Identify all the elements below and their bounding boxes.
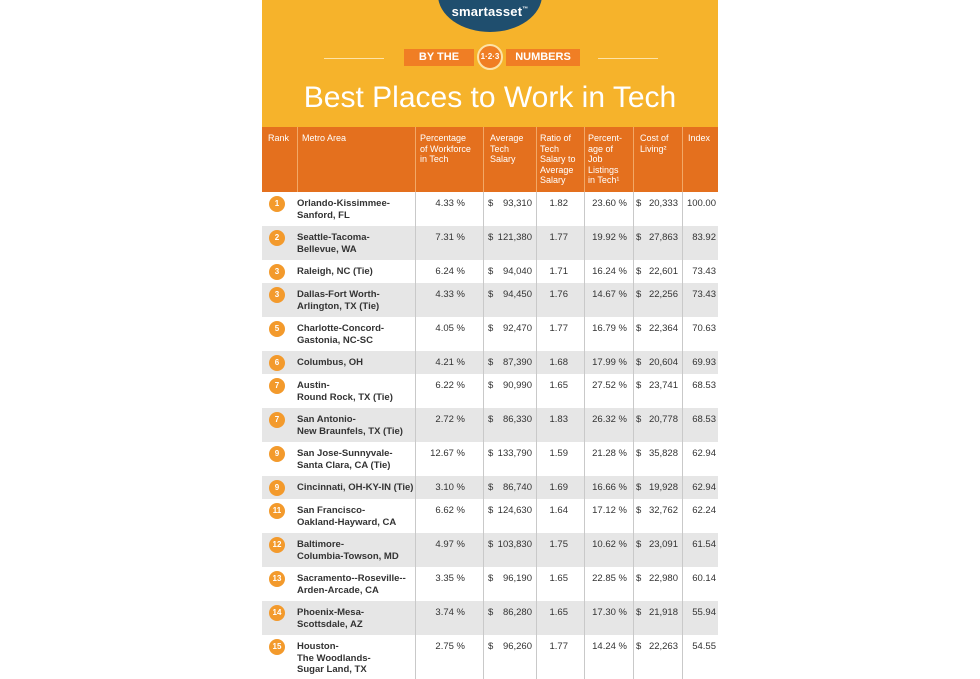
avg-salary: 133,790: [497, 448, 532, 459]
column-separator: [483, 192, 484, 679]
avg-salary: 93,310: [502, 198, 532, 209]
ratio: 1.68: [549, 357, 568, 368]
header-avg-salary: Average Tech Salary: [490, 133, 524, 164]
table-row: [262, 351, 718, 374]
index: 68.53: [692, 380, 716, 391]
metro-area: Columbus, OH: [297, 357, 363, 368]
metro-area: Raleigh, NC (Tie): [297, 266, 373, 277]
index: 54.55: [692, 641, 716, 652]
col-dollar-sign: $: [636, 448, 642, 459]
rank-badge: 13: [269, 571, 285, 587]
header-separator: [483, 127, 484, 192]
metro-area: Cincinnati, OH-KY-IN (Tie): [297, 482, 414, 493]
metro-area: Houston- The Woodlands- Sugar Land, TX: [297, 641, 371, 675]
pct-listings: 14.24 %: [592, 641, 627, 652]
avg-salary: 96,190: [502, 573, 532, 584]
avg-salary: 92,470: [502, 323, 532, 334]
salary-dollar-sign: $: [488, 232, 494, 243]
header-pct-listings: Percent- age of Job Listings in Tech¹: [588, 133, 623, 185]
ratio: 1.65: [549, 573, 568, 584]
pct-workforce: 3.35 %: [435, 573, 465, 584]
pct-workforce: 2.72 %: [435, 414, 465, 425]
banner-line-left: [324, 58, 384, 59]
pct-workforce: 6.24 %: [435, 266, 465, 277]
index: 73.43: [692, 289, 716, 300]
index: 55.94: [692, 607, 716, 618]
col-dollar-sign: $: [636, 482, 642, 493]
pct-listings: 14.67 %: [592, 289, 627, 300]
salary-dollar-sign: $: [488, 357, 494, 368]
col-dollar-sign: $: [636, 232, 642, 243]
table-row: [262, 601, 718, 635]
table-row: [262, 533, 718, 567]
cost-of-living: 32,762: [648, 505, 678, 516]
col-dollar-sign: $: [636, 198, 642, 209]
ratio: 1.64: [549, 505, 568, 516]
rank-badge: 3: [269, 264, 285, 280]
pct-listings: 27.52 %: [592, 380, 627, 391]
table-header: [262, 127, 718, 192]
pct-listings: 10.62 %: [592, 539, 627, 550]
table-row: [262, 476, 718, 499]
header-pct-workforce: Percentage of Workforce in Tech: [420, 133, 471, 164]
ratio: 1.77: [549, 232, 568, 243]
avg-salary: 121,380: [497, 232, 532, 243]
ratio: 1.77: [549, 641, 568, 652]
cost-of-living: 27,863: [648, 232, 678, 243]
pct-listings: 17.99 %: [592, 357, 627, 368]
rank-badge: 14: [269, 605, 285, 621]
rank-badge: 12: [269, 537, 285, 553]
salary-dollar-sign: $: [488, 266, 494, 277]
header-separator: [536, 127, 537, 192]
cost-of-living: 22,256: [648, 289, 678, 300]
banner-line-right: [598, 58, 658, 59]
pct-listings: 16.24 %: [592, 266, 627, 277]
rank-badge: 9: [269, 446, 285, 462]
cost-of-living: 23,091: [648, 539, 678, 550]
logo-text: smartasset: [451, 4, 523, 19]
index: 62.24: [692, 505, 716, 516]
metro-area: Austin- Round Rock, TX (Tie): [297, 380, 393, 403]
ratio: 1.82: [549, 198, 568, 209]
rank-badge: 15: [269, 639, 285, 655]
infographic-panel: [262, 0, 718, 679]
metro-area: Seattle-Tacoma- Bellevue, WA: [297, 232, 370, 255]
banner-right-label: NUMBERS: [506, 49, 580, 66]
metro-area: Charlotte-Concord- Gastonia, NC-SC: [297, 323, 385, 346]
col-dollar-sign: $: [636, 289, 642, 300]
col-dollar-sign: $: [636, 505, 642, 516]
col-dollar-sign: $: [636, 266, 642, 277]
col-dollar-sign: $: [636, 641, 642, 652]
column-separator: [682, 192, 683, 679]
index: 69.93: [692, 357, 716, 368]
header-separator: [297, 127, 298, 192]
pct-workforce: 4.05 %: [435, 323, 465, 334]
pct-workforce: 4.33 %: [435, 289, 465, 300]
cost-of-living: 20,778: [648, 414, 678, 425]
rank-badge: 5: [269, 321, 285, 337]
metro-area: Orlando-Kissimmee- Sanford, FL: [297, 198, 390, 221]
ratio: 1.59: [549, 448, 568, 459]
table-row: [262, 408, 718, 442]
ratio: 1.65: [549, 607, 568, 618]
salary-dollar-sign: $: [488, 573, 494, 584]
avg-salary: 103,830: [497, 539, 532, 550]
banner-left-label: BY THE: [404, 49, 474, 66]
pct-workforce: 7.31 %: [435, 232, 465, 243]
pct-listings: 23.60 %: [592, 198, 627, 209]
cost-of-living: 20,604: [648, 357, 678, 368]
banner-badge: 1·2·3: [477, 44, 503, 70]
ratio: 1.71: [549, 266, 568, 277]
table-row: [262, 374, 718, 408]
cost-of-living: 22,601: [648, 266, 678, 277]
rank-badge: 7: [269, 378, 285, 394]
salary-dollar-sign: $: [488, 641, 494, 652]
column-separator: [536, 192, 537, 679]
metro-area: San Jose-Sunnyvale- Santa Clara, CA (Tie): [297, 448, 393, 471]
rank-badge: 7: [269, 412, 285, 428]
rank-badge: 6: [269, 355, 285, 371]
column-separator: [584, 192, 585, 679]
pct-workforce: 6.62 %: [435, 505, 465, 516]
header-separator: [415, 127, 416, 192]
pct-workforce: 4.33 %: [435, 198, 465, 209]
ratio: 1.75: [549, 539, 568, 550]
index: 62.94: [692, 482, 716, 493]
index: 73.43: [692, 266, 716, 277]
metro-area: San Antonio- New Braunfels, TX (Tie): [297, 414, 403, 437]
col-dollar-sign: $: [636, 539, 642, 550]
cost-of-living: 20,333: [648, 198, 678, 209]
header-separator: [682, 127, 683, 192]
avg-salary: 90,990: [502, 380, 532, 391]
pct-workforce: 6.22 %: [435, 380, 465, 391]
rank-badge: 9: [269, 480, 285, 496]
column-separator: [415, 192, 416, 679]
by-the-numbers-banner: [262, 44, 718, 72]
avg-salary: 94,450: [502, 289, 532, 300]
table-row: [262, 635, 718, 679]
index: 60.14: [692, 573, 716, 584]
pct-listings: 17.12 %: [592, 505, 627, 516]
cost-of-living: 23,741: [648, 380, 678, 391]
table-row: [262, 283, 718, 317]
salary-dollar-sign: $: [488, 482, 494, 493]
avg-salary: 86,740: [502, 482, 532, 493]
cost-of-living: 19,928: [648, 482, 678, 493]
col-dollar-sign: $: [636, 414, 642, 425]
pct-workforce: 2.75 %: [435, 641, 465, 652]
page-title: Best Places to Work in Tech: [303, 81, 677, 114]
table-row: [262, 567, 718, 601]
pct-listings: 19.92 %: [592, 232, 627, 243]
smartasset-logo: [438, 0, 542, 32]
header-metro: Metro Area: [302, 133, 347, 143]
salary-dollar-sign: $: [488, 539, 494, 550]
rank-badge: 3: [269, 287, 285, 303]
avg-salary: 96,260: [502, 641, 532, 652]
rank-badge: 1: [269, 196, 285, 212]
metro-area: Sacramento--Roseville-- Arden-Arcade, CA: [297, 573, 406, 596]
avg-salary: 86,280: [502, 607, 532, 618]
table-row: [262, 499, 718, 533]
cost-of-living: 35,828: [648, 448, 678, 459]
avg-salary: 86,330: [502, 414, 532, 425]
pct-listings: 26.32 %: [592, 414, 627, 425]
pct-listings: 16.66 %: [592, 482, 627, 493]
pct-workforce: 3.74 %: [435, 607, 465, 618]
table-row: [262, 260, 718, 283]
pct-workforce: 3.10 %: [435, 482, 465, 493]
ratio: 1.69: [549, 482, 568, 493]
ratio: 1.76: [549, 289, 568, 300]
metro-area: San Francisco- Oakland-Hayward, CA: [297, 505, 397, 528]
index: 68.53: [692, 414, 716, 425]
avg-salary: 87,390: [502, 357, 532, 368]
table-row: [262, 226, 718, 260]
salary-dollar-sign: $: [488, 414, 494, 425]
metro-area: Baltimore- Columbia-Towson, MD: [297, 539, 399, 562]
col-dollar-sign: $: [636, 573, 642, 584]
header-separator: [584, 127, 585, 192]
index: 100.00: [686, 198, 716, 209]
header-separator: [633, 127, 634, 192]
pct-listings: 17.30 %: [592, 607, 627, 618]
pct-workforce: 12.67 %: [430, 448, 465, 459]
avg-salary: 94,040: [502, 266, 532, 277]
col-dollar-sign: $: [636, 380, 642, 391]
salary-dollar-sign: $: [488, 198, 494, 209]
trademark: ™: [522, 6, 529, 13]
ratio: 1.77: [549, 323, 568, 334]
pct-listings: 22.85 %: [592, 573, 627, 584]
table-row: [262, 192, 718, 226]
header-rank: Rank: [268, 133, 290, 143]
index: 70.63: [692, 323, 716, 334]
table-row: [262, 442, 718, 476]
salary-dollar-sign: $: [488, 380, 494, 391]
index: 61.54: [692, 539, 716, 550]
cost-of-living: 21,918: [648, 607, 678, 618]
salary-dollar-sign: $: [488, 289, 494, 300]
index: 62.94: [692, 448, 716, 459]
salary-dollar-sign: $: [488, 607, 494, 618]
table-row: [262, 317, 718, 351]
pct-workforce: 4.21 %: [435, 357, 465, 368]
header-index: Index: [688, 133, 711, 143]
metro-area: Phoenix-Mesa- Scottsdale, AZ: [297, 607, 365, 630]
col-dollar-sign: $: [636, 323, 642, 334]
index: 83.92: [692, 232, 716, 243]
salary-dollar-sign: $: [488, 448, 494, 459]
pct-workforce: 4.97 %: [435, 539, 465, 550]
header-cost-of-living: Cost of Living²: [640, 133, 669, 154]
pct-listings: 16.79 %: [592, 323, 627, 334]
column-separator: [633, 192, 634, 679]
rank-badge: 11: [269, 503, 285, 519]
cost-of-living: 22,980: [648, 573, 678, 584]
metro-area: Dallas-Fort Worth- Arlington, TX (Tie): [297, 289, 380, 312]
ratio: 1.65: [549, 380, 568, 391]
header-ratio: Ratio of Tech Salary to Average Salary: [540, 133, 576, 185]
salary-dollar-sign: $: [488, 505, 494, 516]
ratio: 1.83: [549, 414, 568, 425]
cost-of-living: 22,364: [648, 323, 678, 334]
salary-dollar-sign: $: [488, 323, 494, 334]
rank-badge: 2: [269, 230, 285, 246]
cost-of-living: 22,263: [648, 641, 678, 652]
col-dollar-sign: $: [636, 357, 642, 368]
pct-listings: 21.28 %: [592, 448, 627, 459]
col-dollar-sign: $: [636, 607, 642, 618]
avg-salary: 124,630: [497, 505, 532, 516]
